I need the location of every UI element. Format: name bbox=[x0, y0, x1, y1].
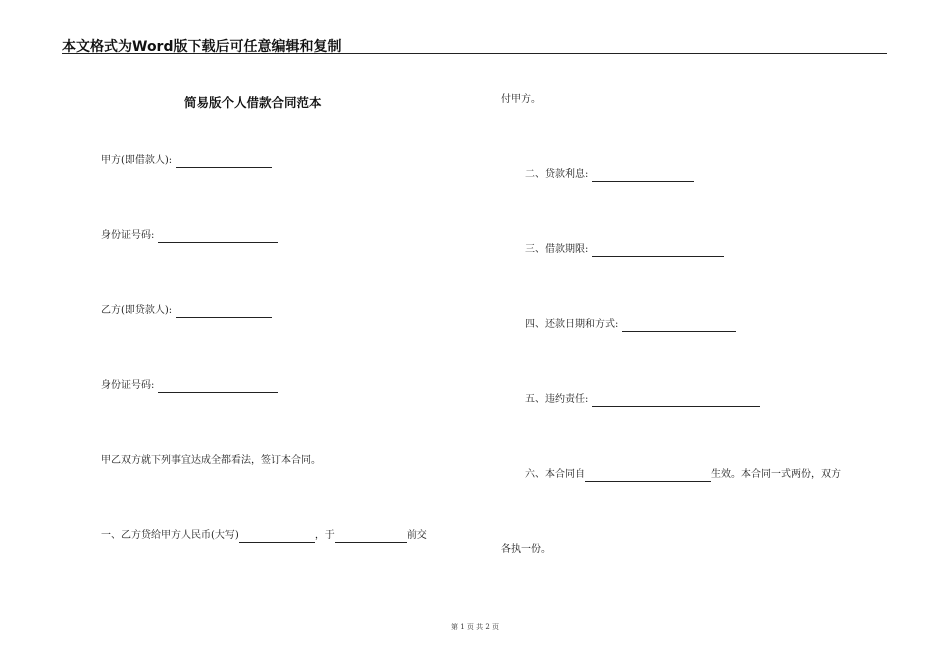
page-number: 第 1 页 共 2 页 bbox=[450, 623, 500, 631]
clause-2-label: 二、贷款利息: bbox=[525, 169, 589, 180]
clause-6-continuation: 各执一份。 bbox=[501, 544, 551, 555]
clause-5-line bbox=[525, 393, 760, 407]
clause-1-continuation-line bbox=[501, 93, 541, 107]
clause-1-continuation: 付甲方。 bbox=[501, 94, 541, 105]
agreement-text: 甲乙双方就下列事宜达成全都看法，签订本合同。 bbox=[101, 455, 321, 466]
party-b-id-line bbox=[101, 379, 278, 393]
page-header-text: 本文格式为Word版下载后可任意编辑和复制 bbox=[62, 39, 342, 55]
clause-1-prefix: 一、乙方贷给甲方人民币(大写) bbox=[101, 530, 239, 541]
clause-4-line bbox=[525, 318, 736, 332]
party-b-blank[interactable] bbox=[176, 306, 272, 318]
interest-blank[interactable] bbox=[592, 170, 694, 182]
clause-5-label: 五、违约责任: bbox=[525, 394, 589, 405]
party-a-id-line bbox=[101, 229, 278, 243]
term-blank[interactable] bbox=[592, 245, 724, 257]
party-a-label: 甲方(即借款人): bbox=[101, 155, 173, 166]
clause-6-line bbox=[525, 468, 841, 482]
party-b-line bbox=[101, 304, 272, 318]
clause-1-suffix: 前交 bbox=[406, 530, 427, 541]
party-a-id-blank[interactable] bbox=[158, 231, 278, 243]
party-a-id-label: 身份证号码: bbox=[101, 230, 155, 241]
clause-3-label: 三、借款期限: bbox=[525, 244, 589, 255]
effective-date-blank[interactable] bbox=[585, 470, 711, 482]
clause-2-line bbox=[525, 168, 694, 182]
clause-3-line bbox=[525, 243, 724, 257]
clause-6-suffix: 生效。本合同一式两份，双方 bbox=[711, 469, 841, 480]
agreement-line bbox=[101, 454, 321, 468]
party-b-label: 乙方(即贷款人): bbox=[101, 305, 173, 316]
liability-blank[interactable] bbox=[592, 395, 760, 407]
clause-6-continuation-line bbox=[501, 543, 551, 557]
party-a-blank[interactable] bbox=[176, 156, 272, 168]
loan-amount-blank[interactable] bbox=[239, 531, 315, 543]
clause-1-line bbox=[101, 529, 427, 543]
repayment-blank[interactable] bbox=[622, 320, 736, 332]
party-a-line bbox=[101, 154, 272, 168]
document-title: 简易版个人借款合同范本 bbox=[184, 95, 322, 110]
header-divider bbox=[62, 53, 887, 54]
party-b-id-label: 身份证号码: bbox=[101, 380, 155, 391]
clause-4-label: 四、还款日期和方式: bbox=[525, 319, 619, 330]
clause-6-prefix: 六、本合同自 bbox=[525, 469, 585, 480]
loan-date-blank[interactable] bbox=[335, 531, 407, 543]
party-b-id-blank[interactable] bbox=[158, 381, 278, 393]
clause-1-mid: ，于 bbox=[314, 530, 335, 541]
